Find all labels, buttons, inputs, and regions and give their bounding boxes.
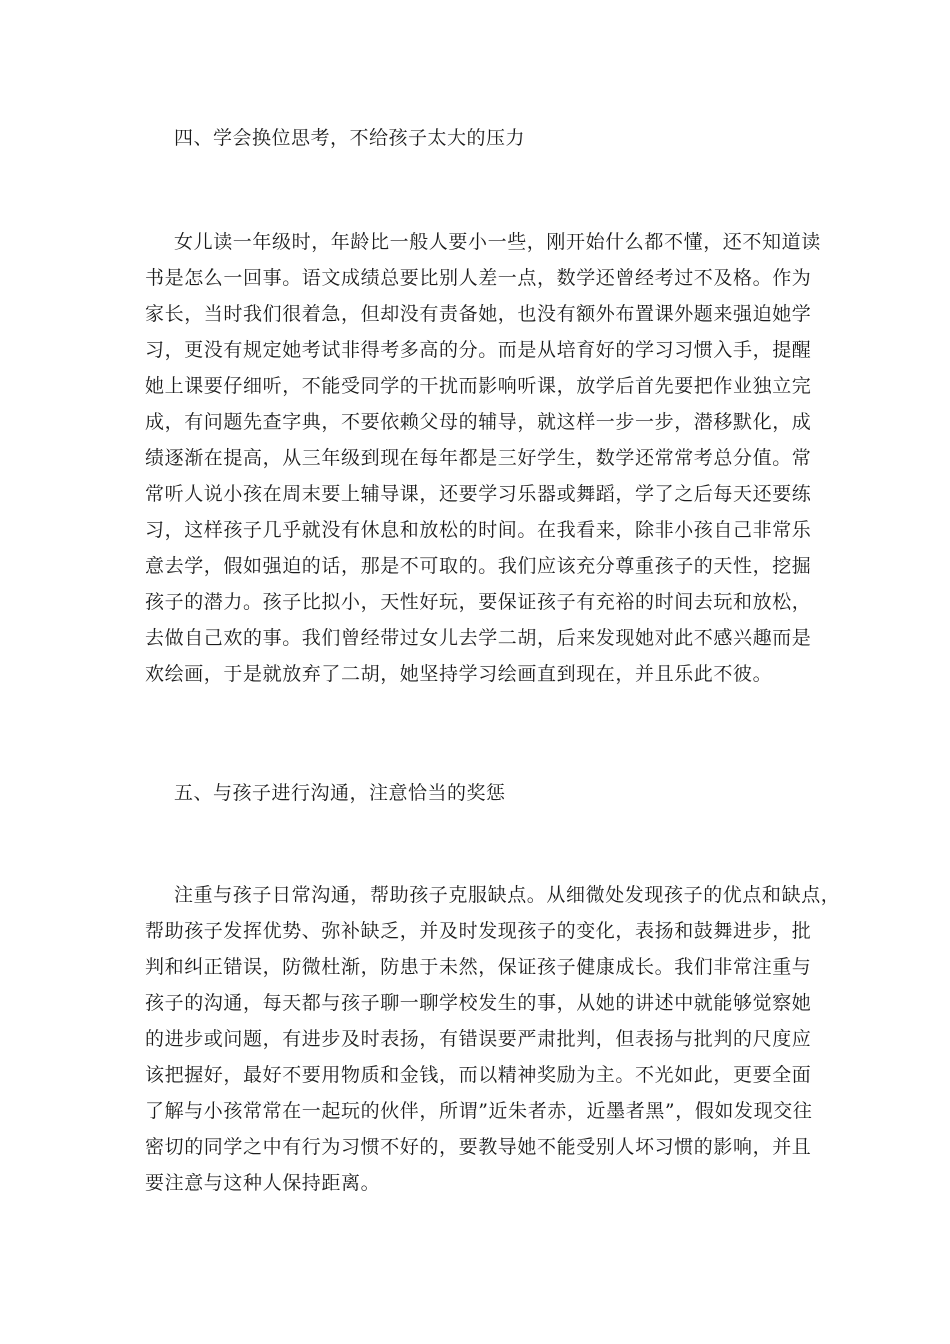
- paragraph-line: 欢绘画，于是就放弃了二胡，她坚持学习绘画直到现在，并且乐此不彼。: [145, 663, 773, 685]
- paragraph-line: 她上课要仔细听，不能受同学的干扰而影响听课，放学后首先要把作业独立完: [145, 375, 812, 397]
- paragraph-line: 孩子的沟通，每天都与孩子聊一聊学校发生的事，从她的讲述中就能够觉察她: [145, 992, 812, 1014]
- section-paragraph-5: [145, 877, 841, 1201]
- paragraph-line: 判和纠正错误，防微杜渐，防患于未然，保证孩子健康成长。我们非常注重与: [145, 956, 812, 978]
- paragraph-line: 密切的同学之中有行为习惯不好的，要教导她不能受别人坏习惯的影响，并且: [145, 1136, 812, 1158]
- paragraph-line: 要注意与这种人保持距离。: [145, 1172, 381, 1194]
- paragraph-line: 的进步或问题，有进步及时表扬，有错误要严肃批判，但表扬与批判的尺度应: [145, 1028, 812, 1050]
- paragraph-line: 常听人说小孩在周末要上辅导课，还要学习乐器或舞蹈，学了之后每天还要练: [145, 483, 812, 505]
- paragraph-line: 习，更没有规定她考试非得考多高的分。而是从培育好的学习习惯入手，提醒: [145, 339, 812, 361]
- paragraph-line: 孩子的潜力。孩子比拟小，天性好玩，要保证孩子有充裕的时间去玩和放松，: [145, 591, 812, 613]
- paragraph-line: 女儿读一年级时，年龄比一般人要小一些，刚开始什么都不懂，还不知道读: [174, 231, 821, 253]
- paragraph-line: 去做自己欢的事。我们曾经带过女儿去学二胡，后来发现她对此不感兴趣而是: [145, 627, 812, 649]
- paragraph-line: 家长，当时我们很着急，但却没有责备她，也没有额外布置课外题来强迫她学: [145, 303, 812, 325]
- section-heading-5: 五、与孩子进行沟通，注意恰当的奖惩: [174, 782, 506, 804]
- paragraph-line: 绩逐渐在提高，从三年级到现在每年都是三好学生，数学还常常考总分值。常: [145, 447, 812, 469]
- paragraph-line: 帮助孩子发挥优势、弥补缺乏，并及时发现孩子的变化，表扬和鼓舞进步，批: [145, 920, 812, 942]
- paragraph-line: 成，有问题先查字典，不要依赖父母的辅导，就这样一步一步，潜移默化，成: [145, 411, 812, 433]
- paragraph-line: 了解与小孩常常在一起玩的伙伴，所谓”近朱者赤，近墨者黑”，假如发现交往: [145, 1100, 813, 1122]
- section-heading-4: 四、学会换位思考，不给孩子太大的压力: [174, 127, 526, 149]
- paragraph-line: 习，这样孩子几乎就没有休息和放松的时间。在我看来，除非小孩自己非常乐: [145, 519, 812, 541]
- paragraph-line: 该把握好，最好不要用物质和金钱，而以精神奖励为主。不光如此，更要全面: [145, 1064, 812, 1086]
- paragraph-line: 意去学，假如强迫的话，那是不可取的。我们应该充分尊重孩子的天性，挖掘: [145, 555, 812, 577]
- paragraph-line: 书是怎么一回事。语文成绩总要比别人差一点，数学还曾经考过不及格。作为: [145, 267, 812, 289]
- paragraph-line: 注重与孩子日常沟通，帮助孩子克服缺点。从细微处发现孩子的优点和缺点，: [174, 884, 841, 906]
- section-paragraph-4: [145, 224, 835, 692]
